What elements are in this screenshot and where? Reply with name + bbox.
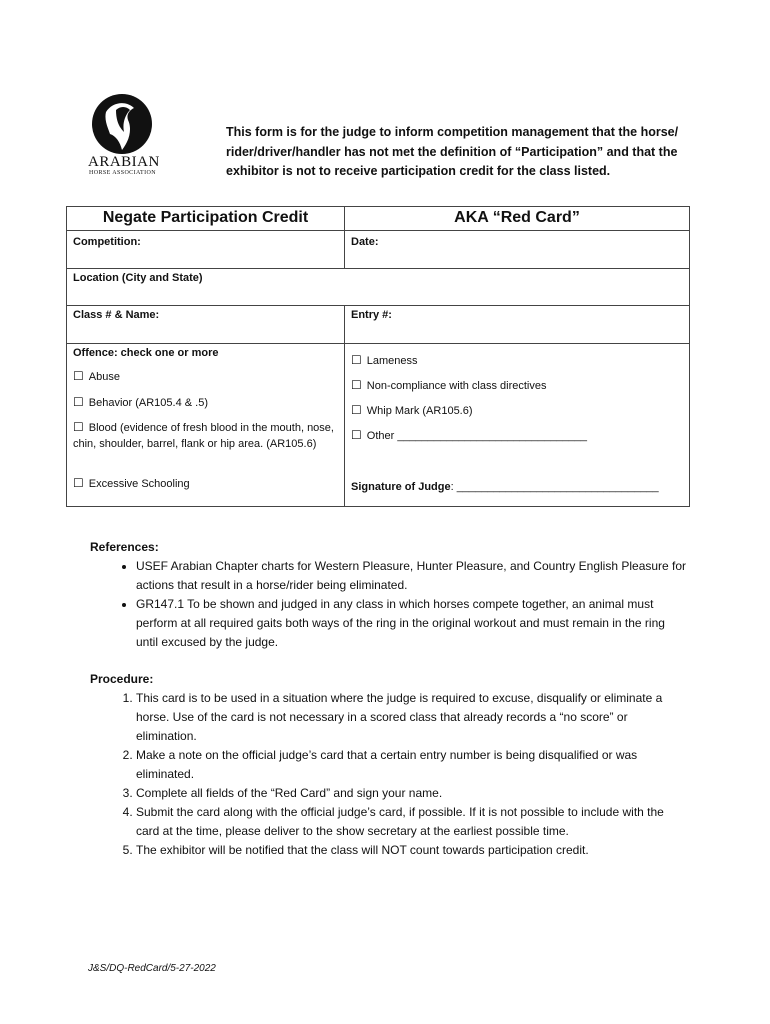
entry-label: Entry #: <box>351 309 392 321</box>
checkbox[interactable]: ☐ <box>73 395 84 409</box>
logo-subtitle: HORSE ASSOCIATION <box>89 170 156 176</box>
location-field[interactable] <box>67 268 689 305</box>
offence-label: Offence: check one or more <box>73 347 219 359</box>
option-non-compliance[interactable] <box>351 377 547 394</box>
date-field[interactable] <box>344 230 689 268</box>
signature-line: : _________________________________ <box>450 481 659 493</box>
procedure-step: 3. Complete all fields of the “Red Card” and sign your name. <box>136 784 690 803</box>
checkbox[interactable]: ☐ <box>73 476 84 490</box>
checkbox[interactable]: ☐ <box>351 428 362 442</box>
option-lameness[interactable] <box>351 352 418 369</box>
checkbox[interactable]: ☐ <box>73 420 84 434</box>
form-title: Negate Participation Credit <box>102 209 309 226</box>
logo-wordmark: ARABIAN <box>88 154 160 170</box>
reference-item: • GR147.1 To be shown and judged in any class in which horses compete together, an animal must perform at all required gaits both ways of the ring in the original workout and must remain in the ring until excused by the judge. <box>136 595 690 652</box>
competition-label: Competition: <box>73 236 141 248</box>
form-subtitle: AKA “Red Card” <box>344 207 689 230</box>
reference-item: • USEF Arabian Chapter charts for Western Pleasure, Hunter Pleasure, and Country English Pleasure for actions that result in a horse/rider being eliminated. <box>136 557 690 595</box>
document-code: J&S/DQ-RedCard/5-27-2022 <box>88 963 216 974</box>
option-abuse[interactable] <box>73 368 335 385</box>
references-section <box>90 538 690 652</box>
procedure-step: 1. This card is to be used in a situation where the judge is required to excuse, disqualify or eliminate a horse. Use of the card is not necessary in a scored class that already records a “no score” or elimination. <box>136 689 690 746</box>
option-label: Whip Mark (AR105.6) <box>366 405 473 417</box>
references-title: References: <box>90 540 159 554</box>
option-whip-mark[interactable] <box>351 402 473 419</box>
class-label: Class # & Name: <box>73 309 160 321</box>
class-field[interactable] <box>67 305 344 343</box>
competition-field[interactable] <box>67 230 344 268</box>
procedure-step: 2. Make a note on the official judge’s card that a certain entry number is being disqualified or was eliminated. <box>136 746 690 784</box>
option-blood[interactable] <box>73 419 335 452</box>
checkbox[interactable]: ☐ <box>73 369 84 383</box>
offence-section-right <box>344 343 689 506</box>
checkbox[interactable]: ☐ <box>351 403 362 417</box>
signature-label: Signature of Judge <box>351 481 451 493</box>
option-behavior[interactable] <box>73 394 335 411</box>
option-label: Non-compliance with class directives <box>366 380 547 392</box>
judge-signature-field[interactable] <box>351 481 659 493</box>
checkbox[interactable]: ☐ <box>351 353 362 367</box>
option-label: Abuse <box>88 371 120 383</box>
offence-section <box>67 343 344 506</box>
option-label: Behavior (AR105.4 & .5) <box>88 397 208 409</box>
option-label: Other _______________________________ <box>366 430 587 442</box>
procedure-section <box>90 670 690 860</box>
location-label: Location (City and State) <box>73 272 203 284</box>
option-label: Blood (evidence of fresh blood in the mouth, nose, chin, shoulder, barrel, flank or hip area. (AR105.6) <box>73 422 334 450</box>
procedure-step: 4. Submit the card along with the official judge’s card, if possible. If it is not possible to include with the card at the time, please deliver to the show secretary at the earliest possible time. <box>136 803 690 841</box>
checkbox[interactable]: ☐ <box>351 378 362 392</box>
date-label: Date: <box>351 236 379 248</box>
entry-field[interactable] <box>344 305 689 343</box>
intro-text: This form is for the judge to inform competition management that the horse/ rider/driver/handler has not met the definition of “Participation” and that the exhibitor is not to receive participation credit for the class listed. <box>226 125 679 178</box>
procedure-step: 5. The exhibitor will be notified that the class will NOT count towards participation credit. <box>136 841 690 860</box>
option-other[interactable] <box>351 427 587 444</box>
option-excessive-schooling[interactable] <box>73 475 335 492</box>
option-label: Lameness <box>366 355 418 367</box>
red-card-form <box>66 206 690 507</box>
option-label: Excessive Schooling <box>88 478 190 490</box>
procedure-title: Procedure: <box>90 672 154 686</box>
